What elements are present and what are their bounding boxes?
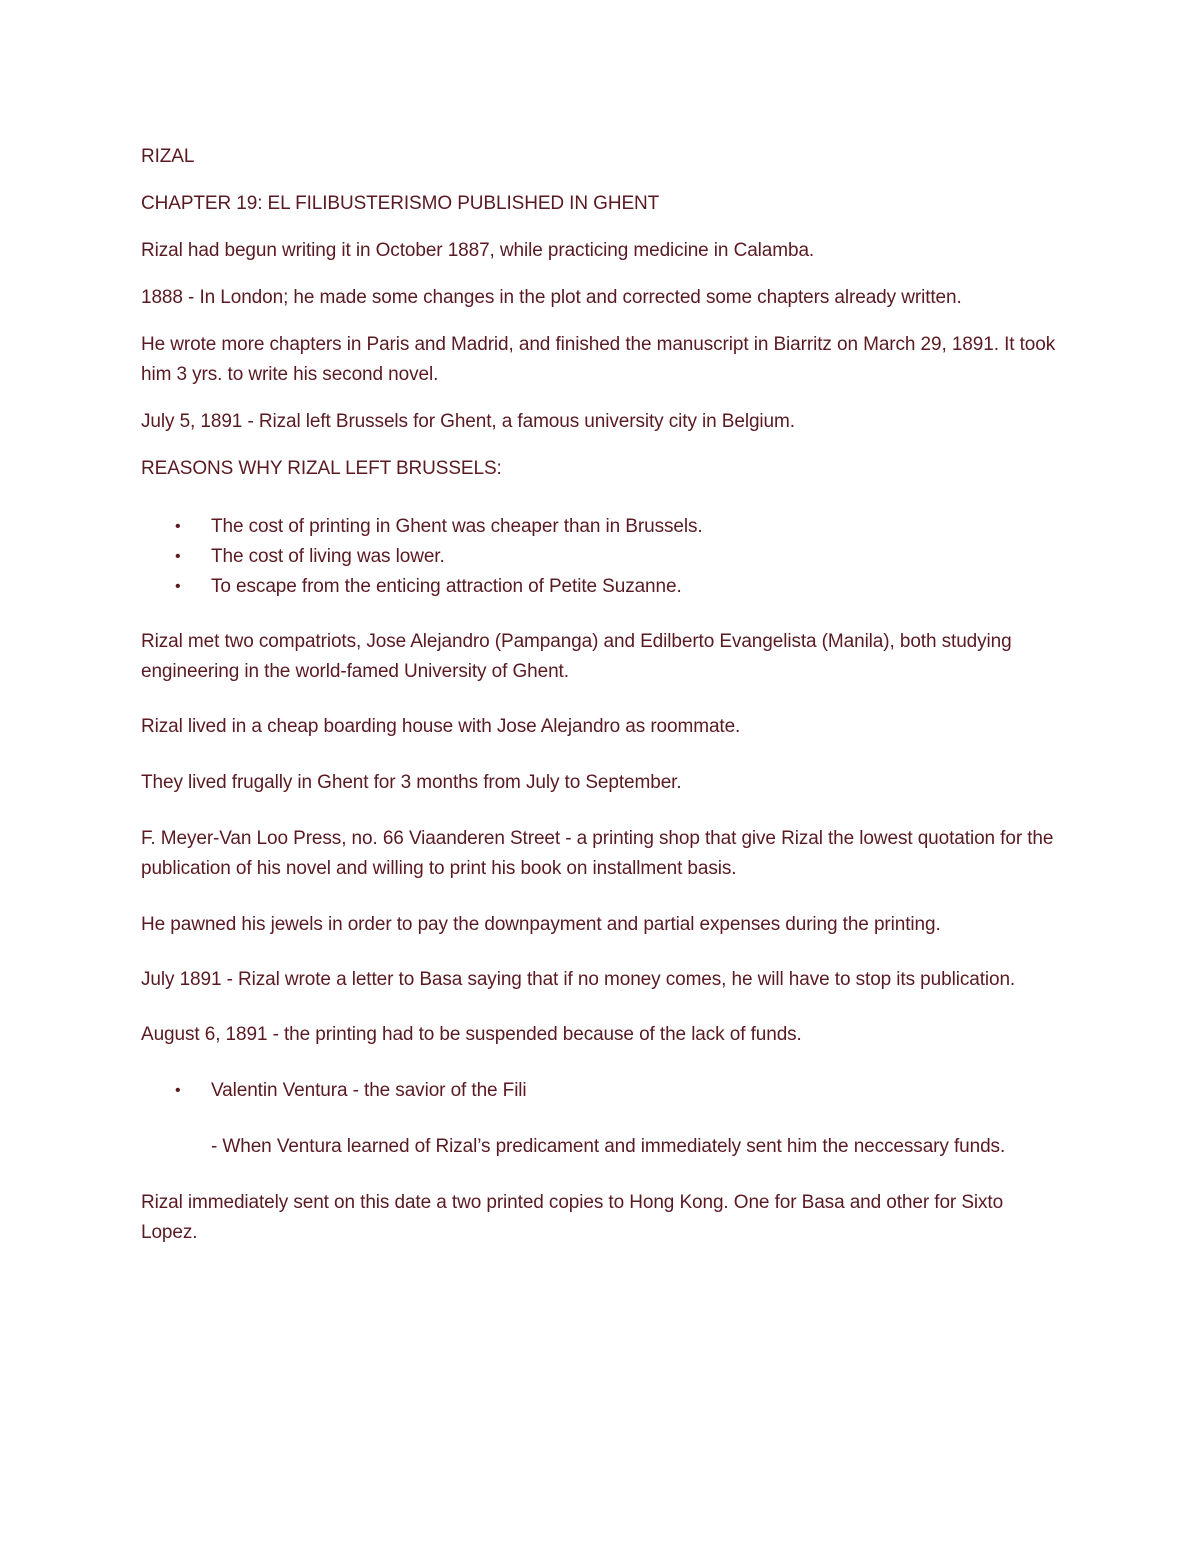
- document-title: RIZAL: [141, 146, 195, 167]
- paragraph-4: July 5, 1891 - Rizal left Brussels for Ghent, a famous university city in Belgium.: [141, 411, 795, 432]
- paragraph-8: F. Meyer-Van Loo Press, no. 66 Viaanderen Street - a printing shop that give Rizal the lowest quotation for the publication of his novel and willing to print his book on installment basis.: [141, 828, 1054, 879]
- bullet-icon: •: [175, 518, 181, 535]
- list-item: [141, 572, 1061, 602]
- paragraph-3: He wrote more chapters in Paris and Madrid, and finished the manuscript in Biarritz on March 29, 1891. It took him 3 yrs. to write his second novel.: [141, 334, 1056, 385]
- paragraph-1: Rizal had begun writing it in October 1887, while practicing medicine in Calamba.: [141, 240, 815, 261]
- paragraph-12: Rizal immediately sent on this date a two printed copies to Hong Kong. One for Basa and other for Sixto Lopez.: [141, 1192, 1004, 1243]
- bullet-icon: •: [175, 578, 181, 595]
- reason-text: To escape from the enticing attraction of Petite Suzanne.: [211, 576, 682, 597]
- paragraph-10: July 1891 - Rizal wrote a letter to Basa saying that if no money comes, he will have to stop its publication.: [141, 969, 1016, 990]
- ventura-text: Valentin Ventura - the savior of the Fili: [211, 1080, 527, 1101]
- ventura-note: - When Ventura learned of Rizal’s predicament and immediately sent him the neccessary funds.: [211, 1136, 1006, 1157]
- reason-text: The cost of printing in Ghent was cheaper than in Brussels.: [211, 516, 703, 537]
- ventura-list: [141, 1076, 1061, 1106]
- bullet-icon: •: [175, 1082, 181, 1099]
- reason-text: The cost of living was lower.: [211, 546, 445, 567]
- chapter-heading: CHAPTER 19: EL FILIBUSTERISMO PUBLISHED IN GHENT: [141, 193, 660, 214]
- document-body: [141, 142, 1061, 1248]
- list-item: [141, 1076, 1061, 1106]
- list-item: [141, 512, 1061, 542]
- paragraph-7: They lived frugally in Ghent for 3 months from July to September.: [141, 772, 682, 793]
- list-item: [141, 542, 1061, 572]
- paragraph-2: 1888 - In London; he made some changes in the plot and corrected some chapters already written.: [141, 287, 962, 308]
- bullet-icon: •: [175, 548, 181, 565]
- reasons-heading: REASONS WHY RIZAL LEFT BRUSSELS:: [141, 458, 502, 479]
- reasons-list: [141, 512, 1061, 602]
- paragraph-6: Rizal lived in a cheap boarding house with Jose Alejandro as roommate.: [141, 716, 741, 737]
- paragraph-5: Rizal met two compatriots, Jose Alejandro (Pampanga) and Edilberto Evangelista (Manila), both studying engineering in the world-famed University of Ghent.: [141, 631, 1012, 682]
- paragraph-11: August 6, 1891 - the printing had to be suspended because of the lack of funds.: [141, 1024, 802, 1045]
- paragraph-9: He pawned his jewels in order to pay the downpayment and partial expenses during the printing.: [141, 914, 941, 935]
